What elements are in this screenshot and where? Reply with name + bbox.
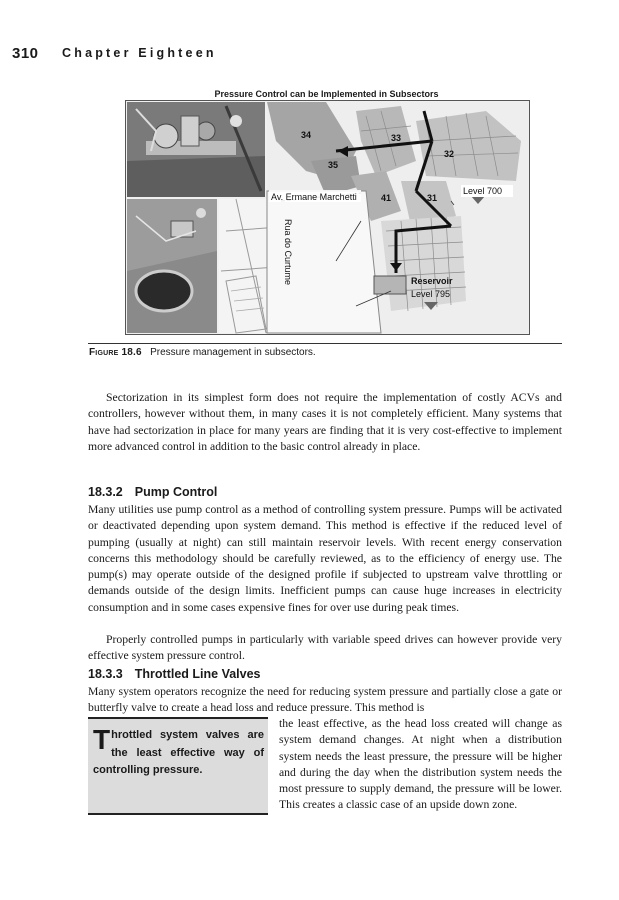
manhole-photo bbox=[127, 199, 217, 333]
zone-35-label: 35 bbox=[328, 160, 339, 170]
drop-cap: T bbox=[93, 724, 111, 755]
page-number: 310 bbox=[12, 45, 39, 62]
street-label: Rua do Curtume bbox=[283, 219, 293, 286]
paragraph-pump-control: Many utilities use pump control as a method of controlling system pressure. Pumps will be activated or deactivated depending upon system demand. This method is effective if the reduced level of pumping (usually at night) can still maintain reservoir levels. With recent energy conservation concerns this methodology should be carefully reviewed, as to the efficiency of energy use. The pump(s) may operate outside of the designed profile if subjected to upstream valve throttling or demands outside of the design limits. Inefficient pumps can cause huge increases in electricity consumption and in some cases expensive fines for over use during peak times. bbox=[88, 503, 562, 614]
section-number: 18.3.2 bbox=[88, 485, 123, 499]
reservoir-label: Reservoir bbox=[411, 276, 453, 286]
figure-image bbox=[125, 100, 530, 335]
paragraph-sectorization: Sectorization in its simplest form does not require the implementation of costly ACVs and controllers, however without them, in many cases it is not completely efficient. Many systems that have had sectorization in place for many years are finding that it is very cost-effective to implement more advanced control in addition to the basic control already in place. bbox=[88, 391, 562, 453]
paragraph-throttled-intro: Many system operators recognize the need for reducing system pressure and partially close a gate or butterfly valve to create a head loss and reduce pressure. This method is bbox=[88, 685, 562, 715]
caption-rule bbox=[88, 343, 562, 344]
zone-33-label: 33 bbox=[391, 133, 402, 143]
level-700-label: Level 700 bbox=[463, 186, 503, 196]
paragraph-throttled-continued: the least effective, as the head loss created will change as system demand changes. At night when a distribution system needs the least pressure, the pressure will be higher and during the day when the distribution system needs the most pressure to supply demand, the pressure will be lower. This creates a classic case of an upside down zone. bbox=[279, 717, 562, 812]
section-heading-pump-control bbox=[88, 485, 217, 499]
section-title: Throttled Line Valves bbox=[134, 667, 261, 681]
figure-illustration bbox=[126, 101, 529, 334]
paragraph-variable-speed: Properly controlled pumps in particularly with variable speed drives can however provide very effective system pressure control. bbox=[88, 633, 562, 663]
zone-31-label: 31 bbox=[427, 193, 438, 203]
level-795-label: Level 795 bbox=[411, 289, 451, 299]
figure-caption bbox=[89, 347, 316, 358]
zone-32-label: 32 bbox=[444, 149, 455, 159]
section-heading-throttled-valves bbox=[88, 667, 261, 681]
caption-text: Pressure management in subsectors. bbox=[150, 347, 316, 358]
valve-photo bbox=[127, 102, 265, 197]
zone-41-label: 41 bbox=[381, 193, 392, 203]
avenue-label: Av. Ermane Marchetti bbox=[271, 192, 357, 202]
section-title: Pump Control bbox=[134, 485, 218, 499]
section-number: 18.3.3 bbox=[88, 667, 123, 681]
figure-title: Pressure Control can be Implemented in Subsectors bbox=[214, 89, 439, 99]
caption-label: Figure 18.6 bbox=[89, 347, 142, 358]
pull-quote bbox=[88, 717, 268, 815]
pull-quote-text: hrottled system valves are the least effective way of controlling pressure. bbox=[93, 729, 264, 776]
chapter-title: Chapter Eighteen bbox=[62, 46, 217, 60]
zone-34-label: 34 bbox=[301, 130, 312, 140]
